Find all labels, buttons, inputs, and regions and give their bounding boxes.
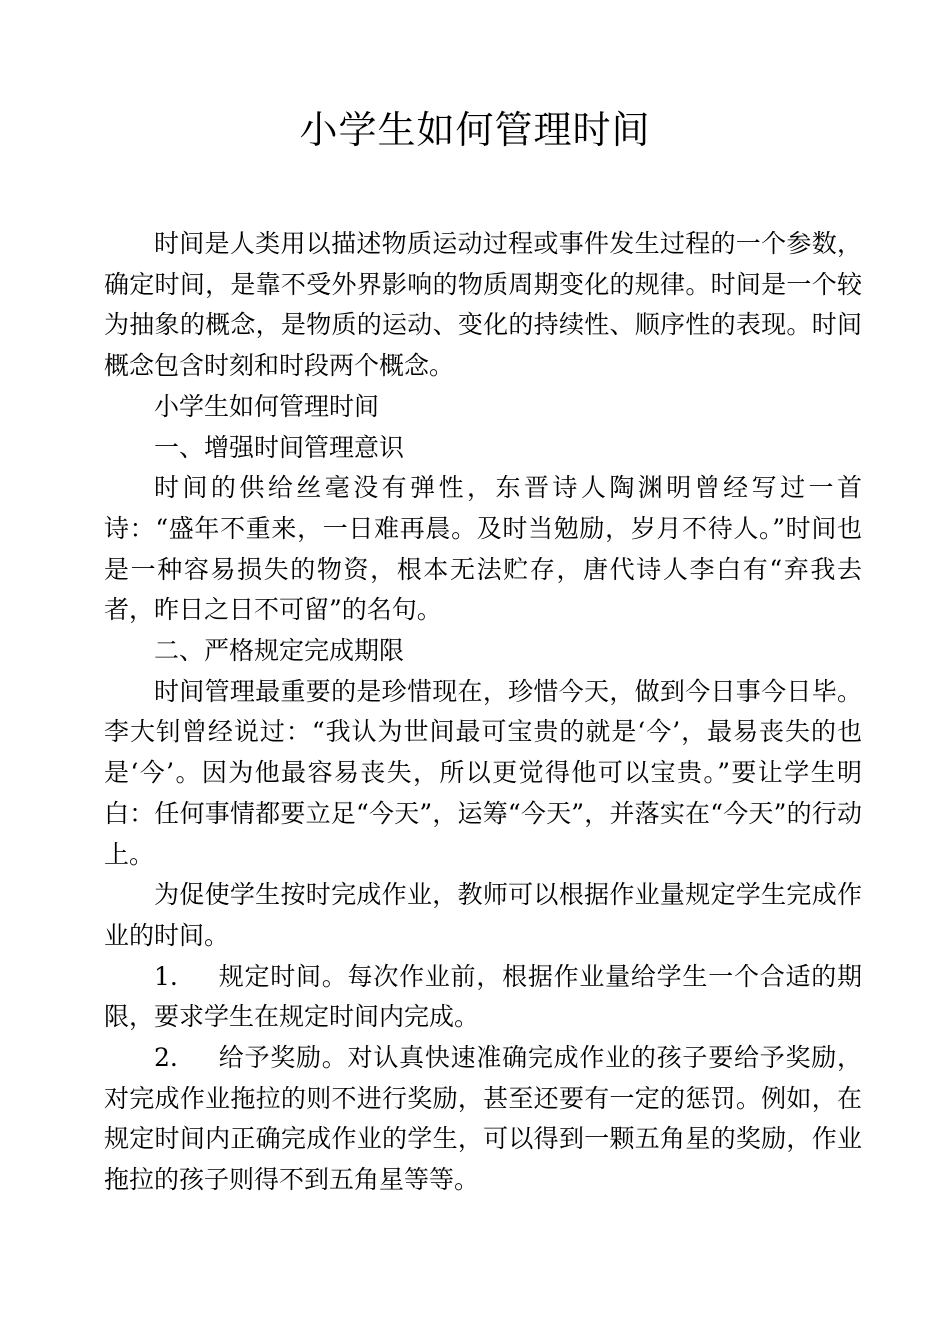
document-body [104, 224, 862, 1201]
item-text: 给予奖励。对认真快速准确完成作业的孩子要给予奖励，对完成作业拖拉的则不进行奖励，甚至还要有一定的惩罚。例如，在规定时间内正确完成作业的学生，可以得到一颗五角星的奖励，作业拖拉的孩子则得不到五角星等等。 [104, 1043, 862, 1195]
heading-2: 二、严格规定完成期限 [154, 636, 405, 666]
paragraph-poem: 时间的供给丝毫没有弹性，东晋诗人陶渊明曾经写过一首诗：“盛年不重来，一日难再晨。及时当勉励，岁月不待人。”时间也是一种容易损失的物资，根本无法贮存，唐代诗人李白有“弃我去者，昨日之日不可留”的名句。 [104, 473, 862, 625]
paragraph-intro: 时间是人类用以描述物质运动过程或事件发生过程的一个参数，确定时间，是靠不受外界影响的物质周期变化的规律。时间是一个较为抽象的概念，是物质的运动、变化的持续性、顺序性的表现。时间概念包含时刻和时段两个概念。 [104, 229, 862, 381]
item-number: 2. [154, 1043, 178, 1073]
document-title: 小学生如何管理时间 [299, 108, 651, 152]
section-subtitle: 小学生如何管理时间 [154, 391, 380, 421]
item-number: 1. [154, 961, 178, 991]
numbered-item [104, 1038, 862, 1201]
paragraph-homework: 为促使学生按时完成作业，教师可以根据作业量规定学生完成作业的时间。 [104, 880, 862, 950]
numbered-item [104, 957, 862, 1038]
item-text: 规定时间。每次作业前，根据作业量给学生一个合适的期限，要求学生在规定时间内完成。 [104, 961, 862, 1032]
heading-1: 一、增强时间管理意识 [154, 432, 405, 462]
paragraph-today: 时间管理最重要的是珍惜现在，珍惜今天，做到今日事今日毕。李大钊曾经说过：“我认为世间最可宝贵的就是‘今’，最易丧失的也是‘今’。因为他最容易丧失，所以更觉得他可以宝贵。”要让学生明白：任何事情都要立足“今天”，运筹“今天”，并落实在“今天”的行动上。 [104, 676, 862, 869]
